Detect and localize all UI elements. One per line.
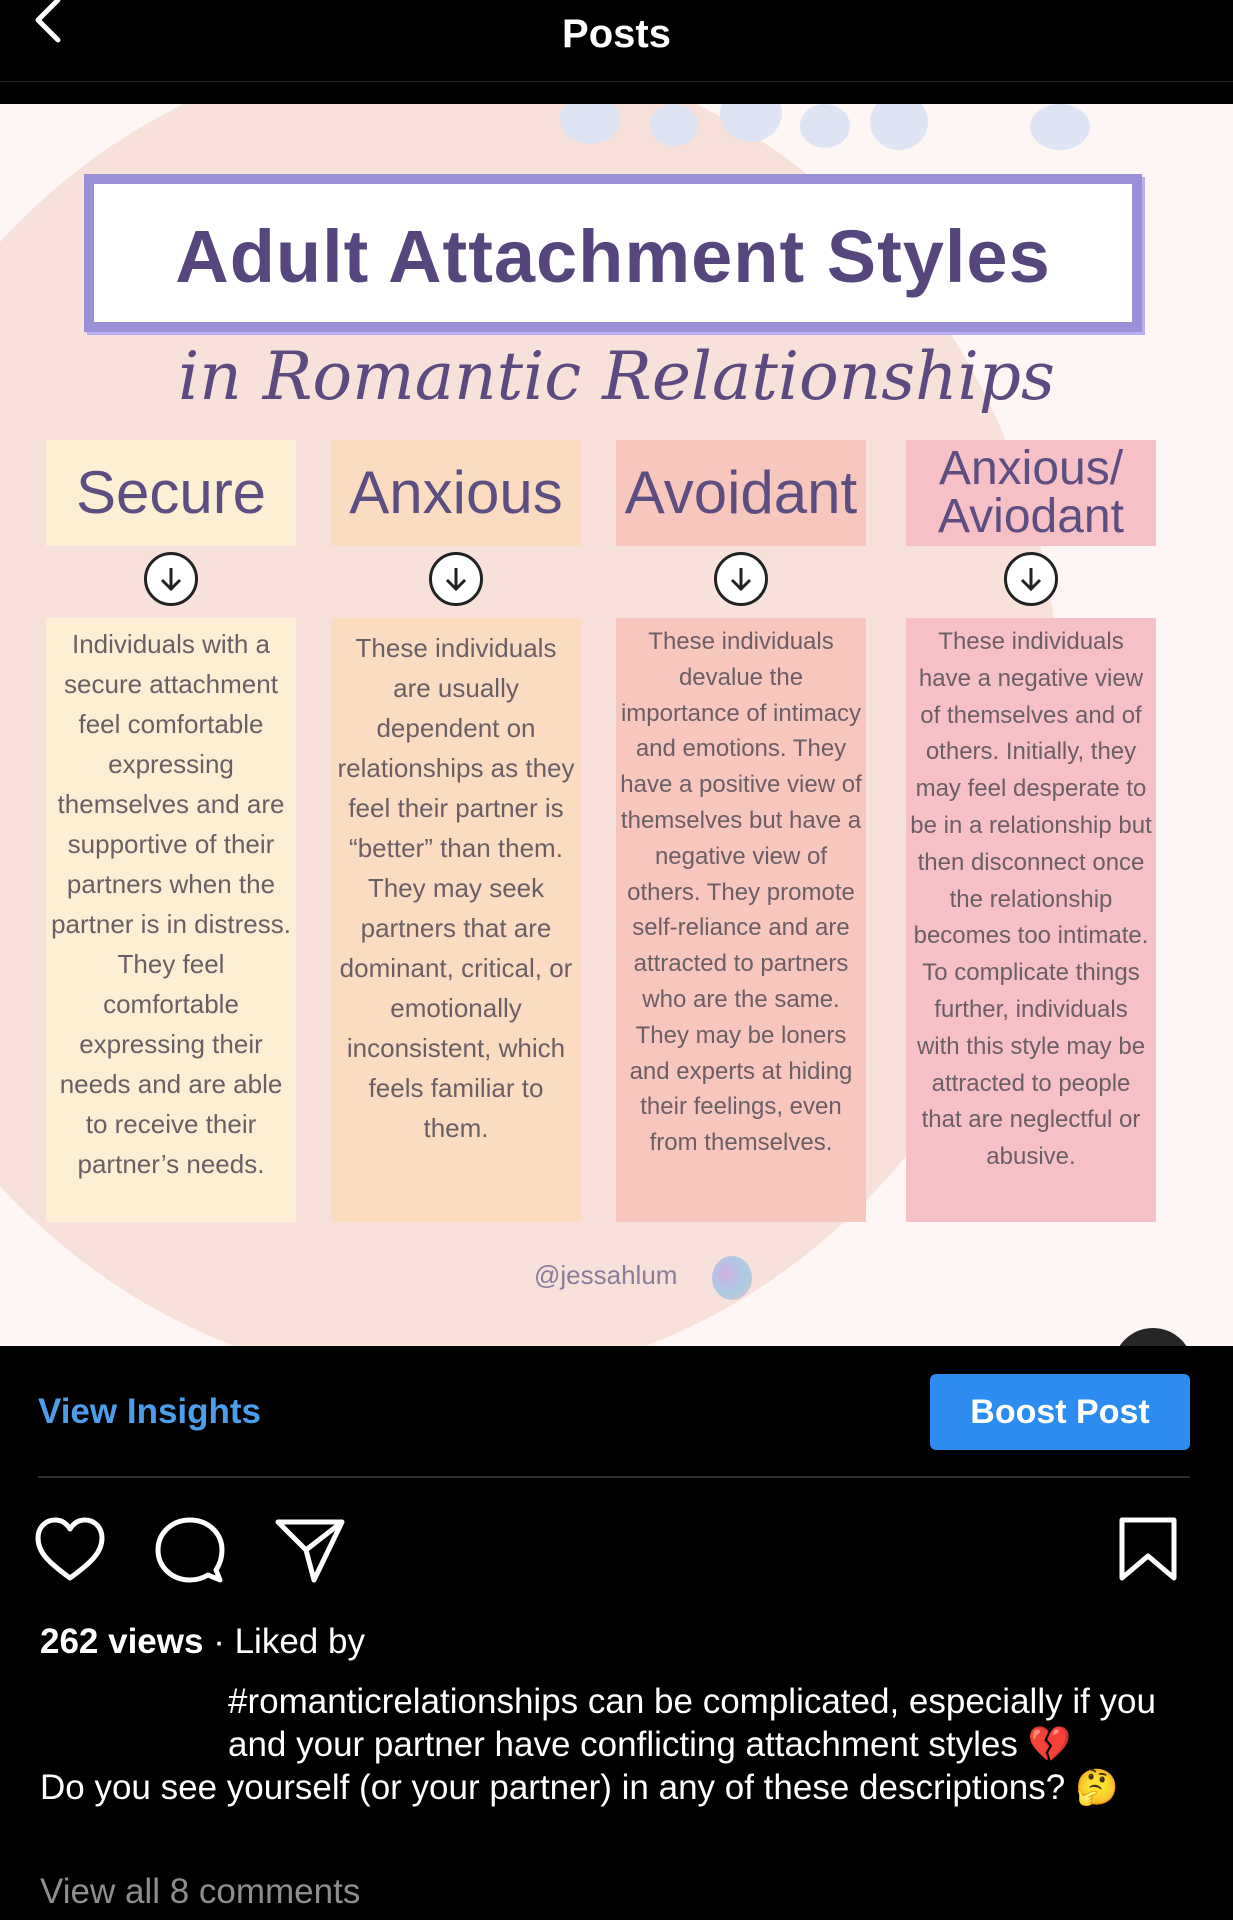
comment-icon bbox=[154, 1516, 226, 1584]
down-arrow-icon bbox=[714, 552, 768, 606]
comment-button[interactable] bbox=[154, 1516, 226, 1584]
brain-logo-icon bbox=[712, 1256, 752, 1300]
top-bar bbox=[0, 0, 1233, 82]
column-body-anxious-avoidant: These individuals have a negative view of themselves and of others. Initially, they may feel desperate to be in a relationship but then disconnect once the relationship becomes too intimate. To complicate things further, individuals with this style may be attracted to people that are neglectful or abusive. bbox=[906, 618, 1156, 1222]
down-arrow-icon bbox=[1004, 552, 1058, 606]
liked-by[interactable]: Liked by bbox=[234, 1622, 365, 1661]
boost-post-button[interactable]: Boost Post bbox=[930, 1374, 1190, 1450]
decor-dot bbox=[650, 104, 698, 146]
view-comments-link[interactable]: View all 8 comments bbox=[40, 1872, 361, 1911]
watermark-handle: @jessahlum bbox=[534, 1260, 678, 1290]
views-line bbox=[40, 1622, 365, 1662]
bookmark-icon bbox=[1112, 1516, 1184, 1584]
divider bbox=[38, 1476, 1190, 1478]
column-body-anxious: These individuals are usually dependent on relationships as they feel their partner is “better” than them. They may seek partners that are dominant, critical, or emotionally inconsistent, which feels familiar to them. bbox=[331, 618, 581, 1222]
heart-icon bbox=[34, 1516, 106, 1584]
infographic-title-box bbox=[84, 174, 1142, 332]
column-body-avoidant: These individuals devalue the importance of intimacy and emotions. They have a positive view of themselves but have a negative view of others. They promote self-reliance and are attracted to partners who are the same. They may be loners and experts at hiding their feelings, even from themselves. bbox=[616, 618, 866, 1222]
column-heading-secure: Secure bbox=[46, 440, 296, 546]
post-caption bbox=[40, 1680, 1200, 1809]
decor-dot bbox=[800, 104, 850, 148]
down-arrow-icon bbox=[144, 552, 198, 606]
column-body-secure: Individuals with a secure attachment feel comfortable expressing themselves and are supportive of their partners when the partner is in distress. They feel comfortable expressing their needs and are able to receive their partner’s needs. bbox=[46, 618, 296, 1222]
share-button[interactable] bbox=[274, 1516, 346, 1584]
share-icon bbox=[274, 1516, 346, 1584]
decor-dot bbox=[1030, 104, 1090, 150]
decor-dot bbox=[870, 104, 928, 150]
column-heading-anxious-avoidant: Anxious/ Aviodant bbox=[906, 440, 1156, 546]
dot-separator: · bbox=[213, 1622, 235, 1661]
caption-line-1: #romanticrelationships can be complicated, especially if you and your partner have conflicting attachment styles 💔 bbox=[228, 1682, 1156, 1764]
like-button[interactable] bbox=[34, 1516, 106, 1584]
view-count: 262 views bbox=[40, 1622, 204, 1661]
column-heading-avoidant: Avoidant bbox=[616, 440, 866, 546]
mute-button[interactable] bbox=[1113, 1328, 1193, 1346]
infographic-title: Adult Attachment Styles bbox=[175, 215, 1051, 298]
page-title: Posts bbox=[562, 12, 671, 56]
column-heading-anxious: Anxious bbox=[331, 440, 581, 546]
caption-line-2: Do you see yourself (or your partner) in any of these descriptions? 🤔 bbox=[40, 1768, 1119, 1807]
view-insights-link[interactable]: View Insights bbox=[38, 1392, 262, 1431]
post-image[interactable] bbox=[0, 104, 1233, 1346]
down-arrow-icon bbox=[429, 552, 483, 606]
save-button[interactable] bbox=[1112, 1516, 1184, 1584]
infographic-subtitle: in Romantic Relationships bbox=[178, 338, 1055, 415]
